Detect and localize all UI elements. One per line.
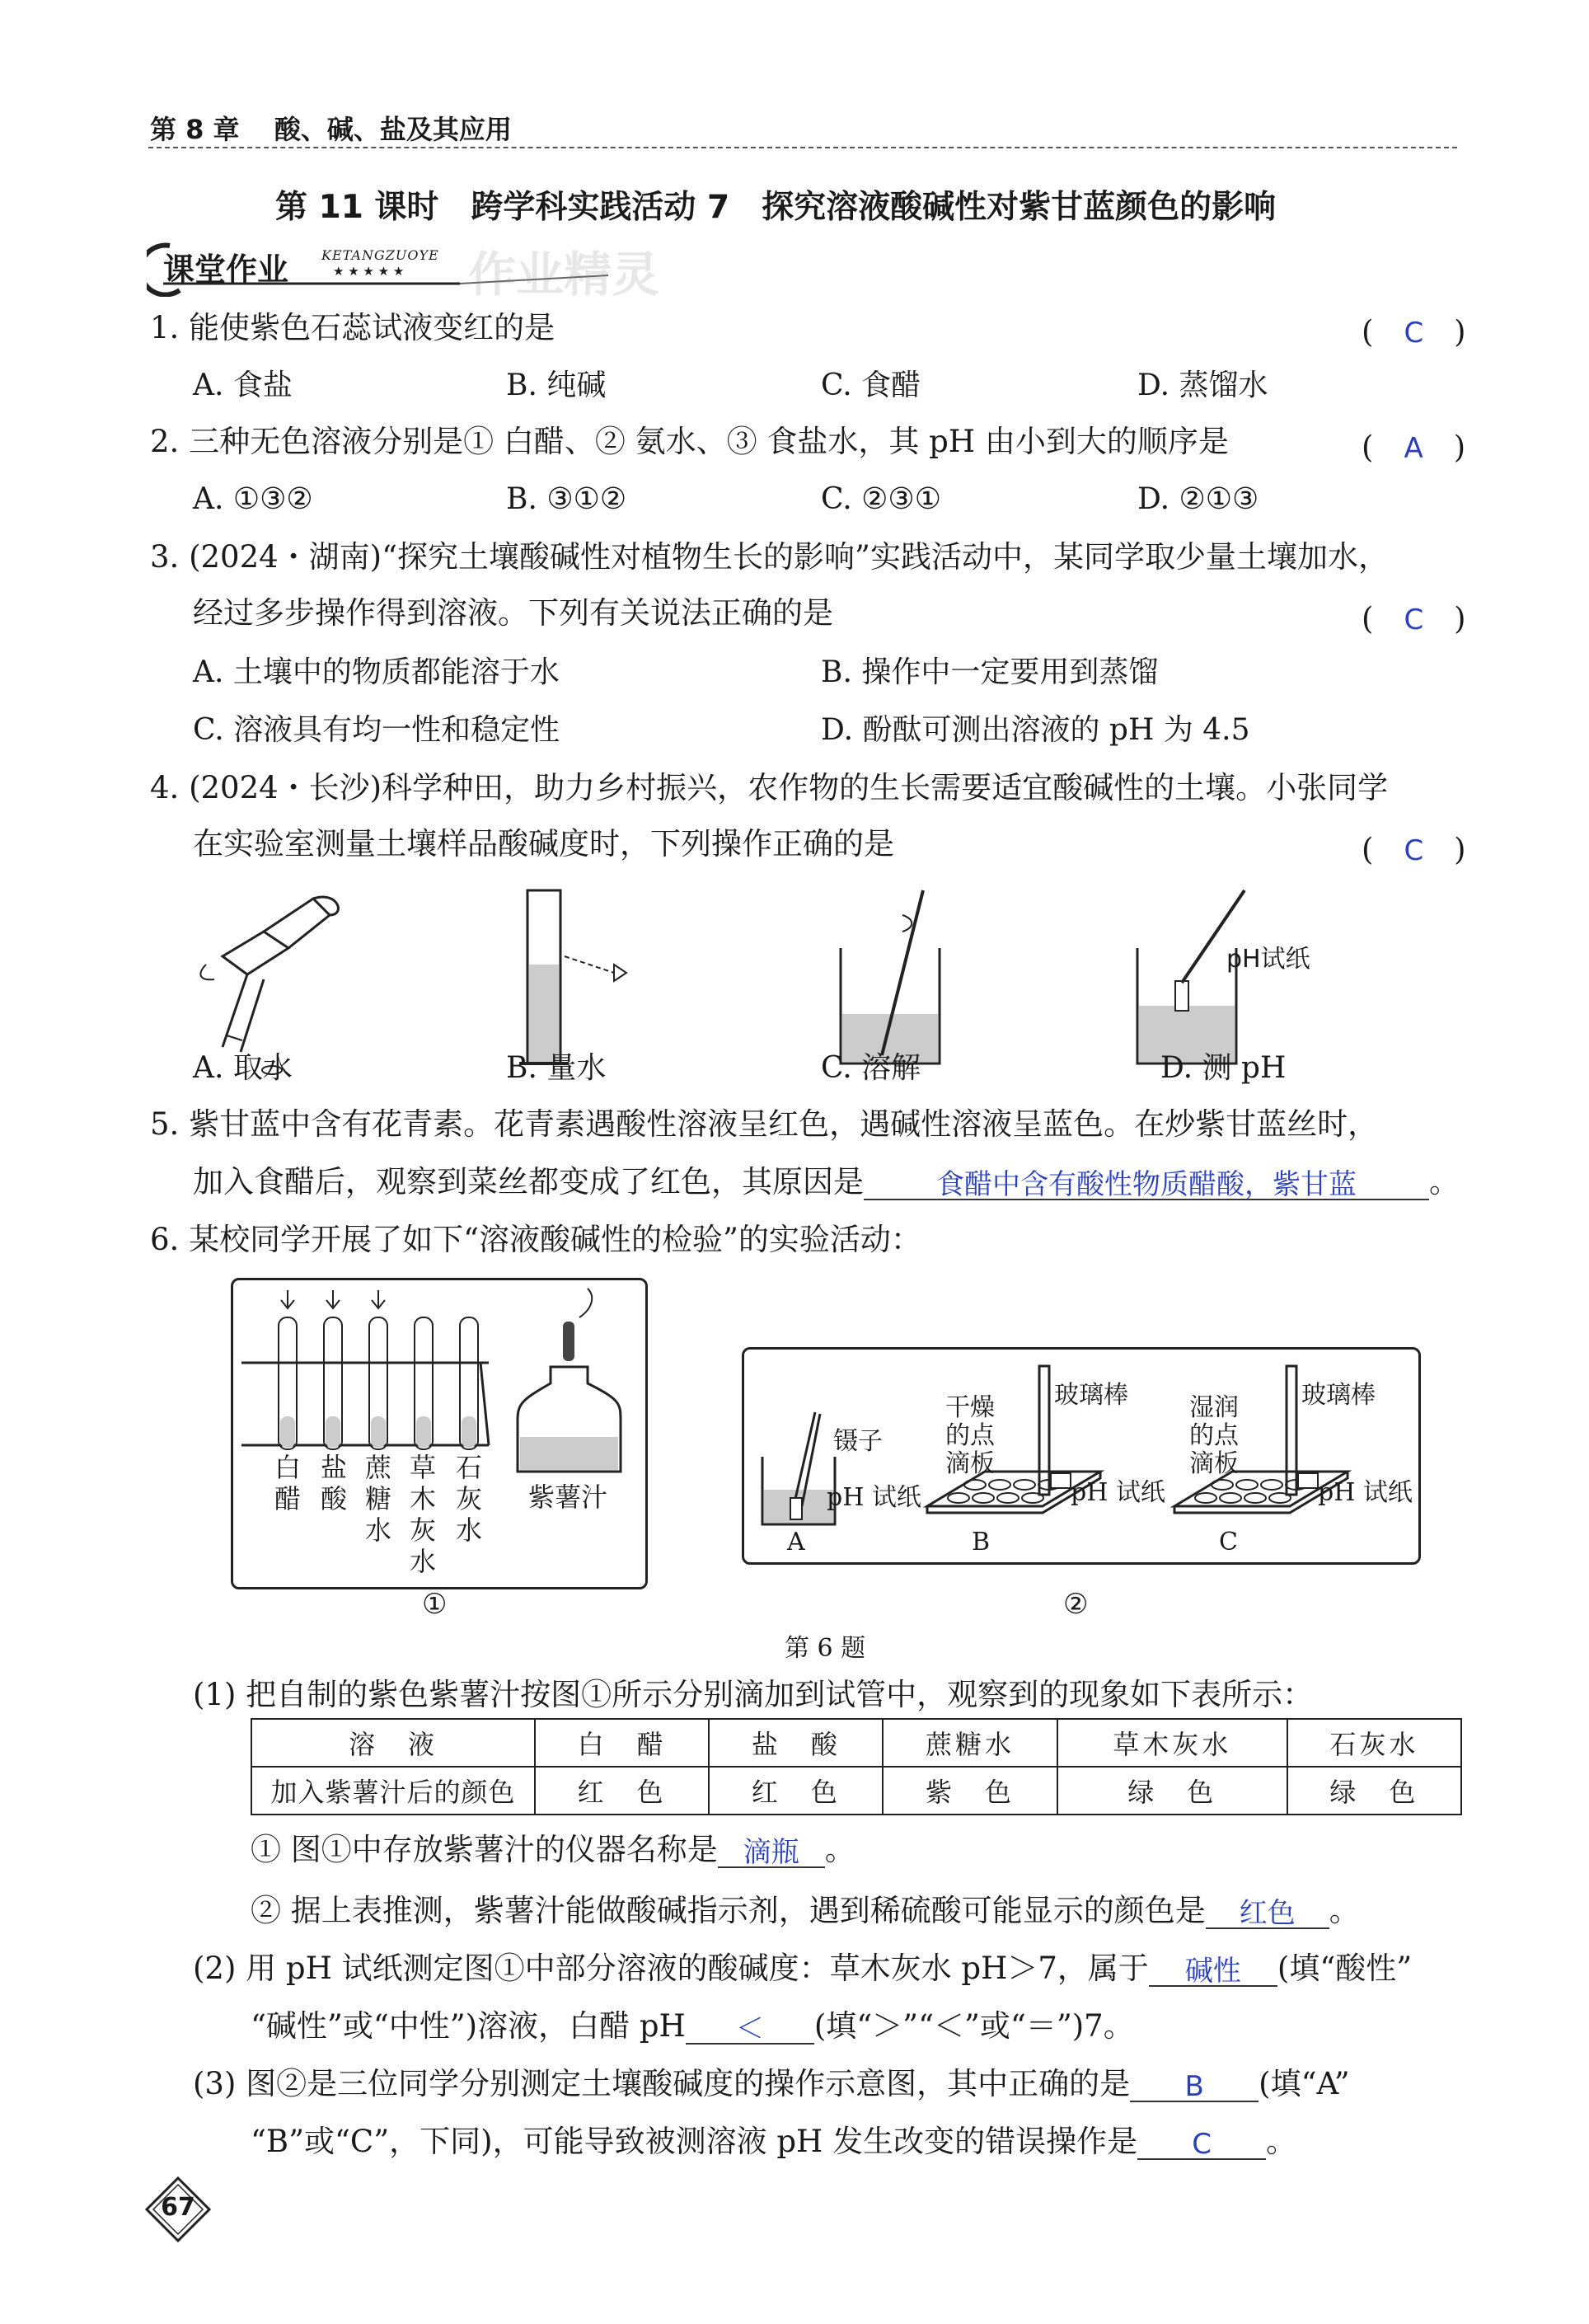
q3-option-d: D. 酚酞可测出溶液的 pH 为 4.5 (821, 713, 1250, 747)
q3-option-b: B. 操作中一定要用到蒸馏 (821, 655, 1159, 689)
table-row: 溶 液 白 醋 盐 酸 蔗糖水 草木灰水 石灰水 (251, 1719, 1461, 1767)
lesson-title: 第 11 课时 跨学科实践活动 7 探究溶液酸碱性对紫甘蓝颜色的影响 (275, 189, 1277, 226)
figure-1-marker: ① (422, 1588, 448, 1621)
q1-option-c: C. 食醋 (821, 369, 921, 402)
q2-answer: A (1404, 432, 1423, 465)
page-number-badge (145, 2176, 211, 2242)
sub1-answer: 滴瓶 (743, 1836, 799, 1869)
q4-option-d: D. 测 pH (1160, 1051, 1287, 1085)
q3-option-c: C. 溶液具有均一性和稳定性 (193, 713, 560, 747)
q2-option-d: D. ②①③ (1137, 482, 1259, 516)
q6-part2-line2: “碱性”或“中性”)溶液，白醋 pH ＜ (填“＞”“＜”或“＝”)7。 (251, 2008, 1134, 2045)
label-dry-plate: 干燥的点滴板 (945, 1393, 995, 1478)
label-rod-b: 玻璃棒 (1054, 1381, 1128, 1410)
part-label-a: A (787, 1528, 805, 1556)
label-wet-plate: 湿润的点滴板 (1189, 1393, 1239, 1478)
q4-stem-line1: 4. (2024・长沙)科学种田，助力乡村振兴，农作物的生长需要适宜酸碱性的土壤。小张同学 (150, 770, 1389, 805)
q6-part2-line1: (2) 用 pH 试纸测定图①中部分溶液的酸碱度：草木灰水 pH＞7，属于 碱性 (填“酸性” (193, 1951, 1413, 1988)
part3-answer-2: C (1192, 2128, 1212, 2161)
chapter-header (150, 109, 512, 147)
q6-figure-2 (742, 1347, 1421, 1565)
q3-answer: C (1404, 603, 1424, 636)
part2-answer-2: ＜ (735, 2012, 764, 2045)
q1-option-a: A. 食盐 (193, 369, 293, 402)
tube-label-1: 白醋 (274, 1452, 302, 1514)
label-rod-c: 玻璃棒 (1301, 1381, 1376, 1410)
q4-ph-paper-label: pH试纸 (1226, 945, 1310, 974)
q3-stem-line1: 3. (2024・湖南)“探究土壤酸碱性对植物生长的影响”实践活动中，某同学取少量土壤加水， (150, 539, 1389, 575)
color-table (251, 1718, 1462, 1815)
test-tube-rack (233, 1280, 645, 1587)
section-label: 课堂作业 (163, 251, 289, 288)
q6-sub1: ① 图①中存放紫薯汁的仪器名称是 滴瓶 。 (251, 1832, 855, 1869)
q5-stem-line2: 加入食醋后，观察到菜丝都变成了红色，其原因是 食醋中含有酸性物质醋酸，紫甘蓝 。 (193, 1164, 1460, 1201)
q1-option-b: B. 纯碱 (506, 369, 607, 402)
bottle-label: 紫薯汁 (528, 1481, 608, 1513)
table-row: 加入紫薯汁后的颜色 红 色 红 色 紫 色 绿 色 绿 色 (251, 1767, 1461, 1815)
label-ph-paper-c: pH 试纸 (1318, 1478, 1413, 1507)
q1-answer: C (1404, 317, 1424, 350)
q1-stem: 1. 能使紫色石蕊试液变红的是 (150, 310, 555, 345)
q6-part1: (1) 把自制的紫色紫薯汁按图①所示分别滴加到试管中，观察到的现象如下表所示： (193, 1677, 1314, 1712)
q6-stem: 6. 某校同学开展了如下“溶液酸碱性的检验”的实验活动： (150, 1222, 921, 1257)
q3-option-a: A. 土壤中的物质都能溶于水 (193, 655, 560, 689)
q1-option-d: D. 蒸馏水 (1137, 369, 1268, 402)
part3-answer-1: B (1184, 2070, 1204, 2103)
sub2-answer: 红色 (1239, 1897, 1296, 1930)
q1-answer-paren: ( C ) (1362, 314, 1466, 350)
chapter-number: 第 8 章 (150, 114, 240, 145)
q6-figure-1 (231, 1278, 648, 1589)
figure-caption: 第 6 题 (785, 1634, 866, 1663)
q4-option-b: B. 量水 (506, 1051, 607, 1085)
q3-stem-line2: 经过多步操作得到溶液。下列有关说法正确的是 (193, 595, 833, 631)
q2-answer-paren: ( A ) (1362, 430, 1466, 465)
setup-a (762, 1412, 835, 1524)
q2-option-b: B. ③①② (506, 482, 627, 516)
q4-answer: C (1404, 834, 1424, 867)
label-tweezers: 镊子 (833, 1427, 883, 1456)
figure-2-marker: ② (1063, 1588, 1089, 1621)
watermark: 作业精灵 (468, 246, 660, 303)
q5-answer: 食醋中含有酸性物质醋酸，紫甘蓝 (936, 1168, 1357, 1201)
section-stars: ★ ★ ★ ★ ★ (333, 264, 405, 279)
label-ph-paper-b: pH 试纸 (1071, 1478, 1165, 1507)
q4-option-a: A. 取水 (193, 1051, 293, 1085)
tube-label-3: 蔗糖水 (365, 1452, 392, 1546)
part2-answer-1: 碱性 (1184, 1955, 1241, 1988)
section-banner (147, 239, 674, 303)
header-divider (148, 147, 1457, 148)
tube-label-2: 盐酸 (321, 1452, 348, 1514)
dropper-bottle (518, 1289, 621, 1472)
q2-option-c: C. ②③① (821, 482, 941, 516)
q3-answer-paren: ( C ) (1362, 601, 1466, 636)
tube-label-5: 石灰水 (456, 1452, 483, 1546)
part-label-c: C (1219, 1528, 1238, 1556)
section-latin: KETANGZUOYE (321, 247, 439, 263)
q6-sub2: ② 据上表推测，紫薯汁能做酸碱指示剂，遇到稀硫酸可能显示的颜色是 红色 。 (251, 1893, 1360, 1930)
chapter-title: 酸、碱、盐及其应用 (274, 114, 512, 145)
q2-option-a: A. ①③② (193, 482, 313, 516)
q5-stem-line1: 5. 紫甘蓝中含有花青素。花青素遇酸性溶液呈红色，遇碱性溶液呈蓝色。在炒紫甘蓝丝时， (150, 1106, 1379, 1142)
q6-part3-line2: “B”或“C”，下同)，可能导致被测溶液 pH 发生改变的错误操作是 C 。 (251, 2124, 1297, 2161)
q4-answer-paren: ( C ) (1362, 832, 1466, 867)
tube-label-4: 草木灰水 (410, 1452, 437, 1577)
page-number: 67 (161, 2193, 195, 2222)
q2-stem: 2. 三种无色溶液分别是① 白醋、② 氨水、③ 食盐水，其 pH 由小到大的顺序是 (150, 424, 1229, 459)
q4-stem-line2: 在实验室测量土壤样品酸碱度时，下列操作正确的是 (193, 826, 894, 862)
q6-part3-line1: (3) 图②是三位同学分别测定土壤酸碱度的操作示意图，其中正确的是 B (填“A” (193, 2066, 1350, 2103)
part-label-b: B (972, 1528, 991, 1556)
label-ph-paper-a: pH 试纸 (827, 1483, 921, 1512)
q4-option-c: C. 溶解 (821, 1051, 921, 1085)
